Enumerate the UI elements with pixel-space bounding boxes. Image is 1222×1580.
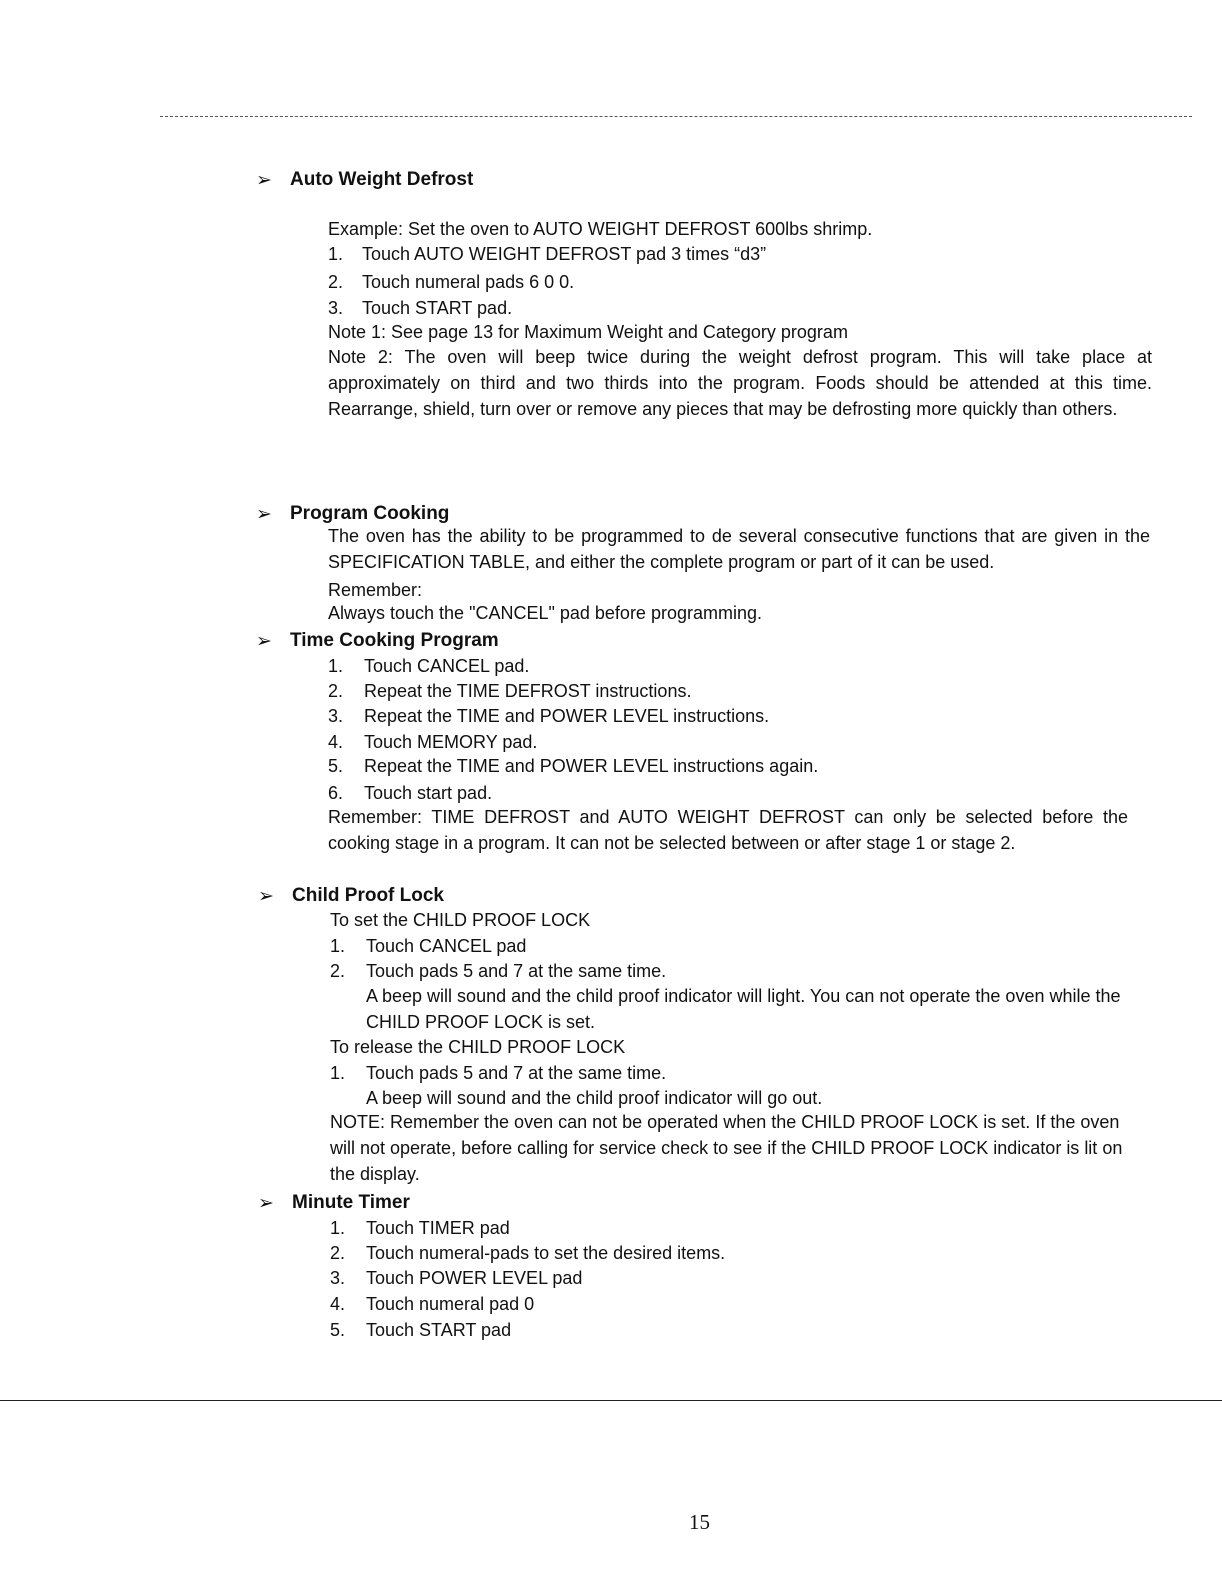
- note-1: Note 1: See page 13 for Maximum Weight and Category program: [328, 322, 848, 342]
- remember-label: Remember:: [328, 580, 423, 600]
- list-item: 6. Touch start pad.: [328, 783, 493, 803]
- bullet-arrow-icon: ➢: [258, 886, 274, 907]
- time-cooking-remember: Remember: TIME DEFROST and AUTO WEIGHT DEFROST can only be selected before the cooking stage in a program. It can not be selected between or after stage 1 or stage 2.: [328, 807, 1128, 853]
- list-item: 2. Touch pads 5 and 7 at the same time.: [330, 961, 667, 981]
- list-item: 5. Repeat the TIME and POWER LEVEL instructions again.: [328, 756, 819, 776]
- set-detail: A beep will sound and the child proof indicator will light. You can not operate the oven while the CHILD PROOF LOCK is set.: [366, 986, 1121, 1032]
- release-detail: A beep will sound and the child proof indicator will go out.: [366, 1088, 823, 1108]
- list-item: 1. Touch CANCEL pad: [330, 936, 527, 956]
- bottom-rule: [0, 1400, 1222, 1401]
- release-intro: To release the CHILD PROOF LOCK: [330, 1037, 626, 1057]
- bullet-arrow-icon: ➢: [256, 504, 272, 525]
- list-item: 3. Touch POWER LEVEL pad: [330, 1268, 583, 1288]
- list-item: 2. Touch numeral-pads to set the desired items.: [330, 1243, 726, 1263]
- program-cooking-body: The oven has the ability to be programmed to de several consecutive functions that are given in the SPECIFICATION TABLE, and either the complete program or part of it can be used.: [328, 526, 1150, 572]
- bullet-arrow-icon: ➢: [258, 1193, 274, 1214]
- set-intro: To set the CHILD PROOF LOCK: [330, 910, 591, 930]
- list-item: 2. Repeat the TIME DEFROST instructions.: [328, 681, 692, 701]
- list-item: 1. Touch AUTO WEIGHT DEFROST pad 3 times “d3”: [328, 244, 767, 264]
- note-2: Note 2: The oven will beep twice during the weight defrost program. This will take place at approximately on third and two thirds into the program. Foods should be attended at this time. Rearrange, shield, turn over or remove any pieces that may be defrosting more quickly than others.: [328, 347, 1152, 419]
- list-item: 3. Touch START pad.: [328, 298, 513, 318]
- list-item: 3. Repeat the TIME and POWER LEVEL instructions.: [328, 706, 770, 726]
- remember-text: Always touch the "CANCEL" pad before programming.: [328, 603, 762, 623]
- list-item: 4. Touch numeral pad 0: [330, 1294, 535, 1314]
- bullet-arrow-icon: ➢: [256, 170, 272, 191]
- bullet-arrow-icon: ➢: [256, 631, 272, 652]
- list-item: 2. Touch numeral pads 6 0 0.: [328, 272, 575, 292]
- list-item: 1. Touch CANCEL pad.: [328, 656, 530, 676]
- list-item: 1. Touch pads 5 and 7 at the same time.: [330, 1063, 667, 1083]
- child-lock-note: NOTE: Remember the oven can not be operated when the CHILD PROOF LOCK is set. If the oven will not operate, before calling for service check to see if the CHILD PROOF LOCK indicator is lit on the display.: [330, 1112, 1123, 1184]
- list-item: 4. Touch MEMORY pad.: [328, 732, 538, 752]
- example-line: Example: Set the oven to AUTO WEIGHT DEFROST 600lbs shrimp.: [328, 219, 873, 239]
- top-rule: [160, 116, 1192, 117]
- list-item: 1. Touch TIMER pad: [330, 1218, 510, 1238]
- page-number: 15: [689, 1510, 710, 1534]
- list-item: 5. Touch START pad: [330, 1320, 512, 1340]
